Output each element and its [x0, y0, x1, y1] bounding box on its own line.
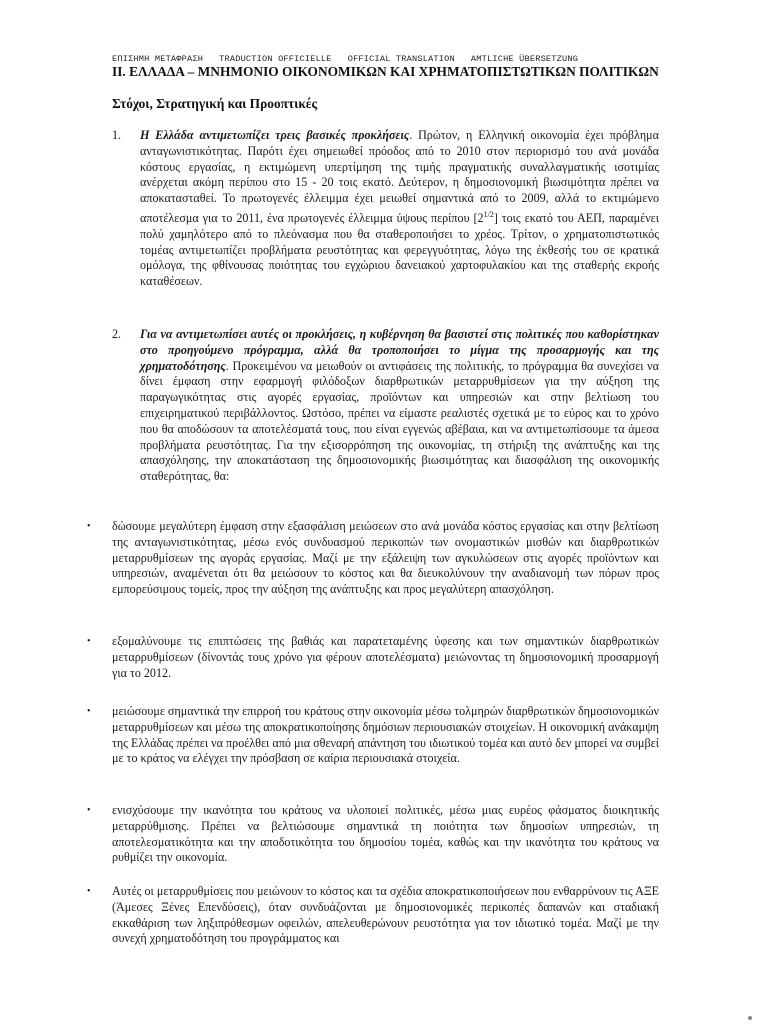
numbered-paragraph-2: [112, 327, 659, 485]
section-heading: Στόχοι, Στρατηγική και Προοπτικές: [112, 96, 318, 111]
translation-stamp: ΕΠΙΣΗΜΗ ΜΕΤΑΦΡΑΣΗ TRADUCTION OFFICIELLE OFFICIAL TRANSLATION AMTLICHE ÜBERSETZUNG: [112, 54, 579, 64]
bullet-item: [87, 884, 659, 947]
paragraph-body: . Πρώτον, η Ελληνική οικονομία έχει πρόβλημα ανταγωνιστικότητας. Παρότι έχει σημειωθεί πρόοδος από το 2010 στον περιορισμό του ανά μονάδα κόστους εργασίας, η εκτιμώμενη υπερτίμηση της τιμής πραγματικής συναλλαγματικής ισοτιμίας ανέρχεται ακόμη περίπου στο 15 - 20 τοις εκατό. Δεύτερον, η δημοσιονομική βιωσιμότητα πρέπει να αποκατασταθεί. Το πρωτογενές έλλειμμα έχει μειωθεί σημαντικά από το 2009, αλλά το εκτιμώμενο αποτέλεσμα για το 2011, ένα πρωτογενές έλλειμμα ύψους περίπου [2: [140, 128, 659, 226]
bullet-glyph: •: [87, 521, 91, 532]
bullet-glyph: •: [87, 805, 91, 816]
page-mark: [748, 1016, 752, 1020]
bullet-item: [87, 803, 659, 866]
bullet-glyph: •: [87, 706, 91, 717]
page-title: II. ΕΛΛΑΔΑ – ΜΝΗΜΟΝΙΟ ΟΙΚΟΝΟΜΙΚΩΝ ΚΑΙ ΧΡΗΜΑΤΟΠΙΣΤΩΤΙΚΩΝ ΠΟΛΙΤΙΚΩΝ: [112, 64, 659, 79]
paragraph-body: . Προκειμένου να μειωθούν οι αντιφάσεις της πολιτικής, το πρόγραμμα θα συνεχίσει να δίνει έμφαση στην εφαρμογή φιλόδοξων διαρθρωτικών μεταρρυθμίσεων για την αύξηση της παραγωγικότητας στις αγορές εργασίας, προϊόντων και υπηρεσιών και στην βελτίωση του επιχειρηματικού περιβάλλοντος. Ωστόσο, πρέπει να είμαστε ρεαλιστές σχετικά με το εύρος και το χρόνο που θα αποδώσουν τα αποτελέσματά τους, που είναι εγγενώς αβέβαια, και να αντιμετωπίσουμε τα άμεσα προβλήματα ρευστότητας. Για την εξισορρόπηση της οικονομίας, τη στήριξη της ανάπτυξης και της απασχόλησης, την αποκατάσταση της δημοσιονομικής βιωσιμότητας και διασφάλιση της οικονομικής σταθερότητας, θα:: [140, 358, 659, 484]
bullet-item: [87, 634, 659, 681]
bullet-item: [87, 519, 659, 598]
bullet-glyph: •: [87, 886, 91, 897]
paragraph-number: 2.: [112, 327, 122, 341]
bullet-text: δώσουμε μεγαλύτερη έμφαση στην εξασφάλιση μειώσεων στο ανά μονάδα κόστος εργασίας και στην βελτίωση της ανταγωνιστικότητας, μέσω ενός συνδυασμού περικοπών των ονομαστικών μισθών και διαρθρωτικών μεταρρυθμίσεων της αγοράς εργασίας. Μαζί με την εξάλειψη των αγκυλώσεων στις αγορές προϊόντων και υπηρεσιών, αναμένεται ότι θα μειώσουν το κόστος και θα διευκολύνουν την αναδιανομή των πόρων προς εμπορεύσιμους τομείς, προς την αύξηση της ανάπτυξης και προς μεγαλύτερη απασχόληση.: [112, 519, 659, 597]
paragraph-number: 1.: [112, 128, 122, 142]
bullet-text: ενισχύσουμε την ικανότητα του κράτους να υλοποιεί πολιτικές, μέσω μιας ευρέος φάσματος διοικητικής μεταρρύθμισης. Πρέπει να βελτιώσουμε σημαντικά τη ποιότητα των δημοσίων υπηρεσιών, τη αποτελεσματικότητα και την αποδοτικότητα του δημοσίου τομέα, καθώς και την ικανότητα του κράτους να ρυθμίζει την οικονομία.: [112, 803, 659, 865]
bullet-text: μειώσουμε σημαντικά την επιρροή του κράτους στην οικονομία μέσω τολμηρών διαρθρωτικών δημοσιονομικών μεταρρυθμίσεων και μέσω της αποκρατικοποίησης δημόσιων περιουσιακών στοιχείων. Η οικονομική ανάκαμψη της Ελλάδας πρέπει να προέλθει από μια σθεναρή απάντηση του ιδιωτικού τομέα και αυτό δεν μπορεί να συμβεί με το κράτος να ελέγχει την πρόσβαση σε καίρια περιουσιακά στοιχεία.: [112, 704, 659, 766]
bullet-text: Αυτές οι μεταρρυθμίσεις που μειώνουν το κόστος και τα σχέδια αποκρατικοποιήσεων που ενθαρρύνουν τις ΑΞΕ (Άμεσες Ξένες Επενδύσεις), όταν συνδυάζονται με δημοσιονομικές περικοπές δαπανών και σταδιακή εκκαθάριση των ληξιπρόθεσμων οφειλών, απελευθερώνουν ρευστότητα για τον ιδιωτικό τομέα. Μαζί με την συνεχή χρηματοδότηση του προγράμματος και: [112, 884, 659, 946]
numbered-paragraph-1: [112, 128, 659, 290]
bullet-text: εξομαλύνουμε τις επιπτώσεις της βαθιάς και παρατεταμένης ύφεσης και των σημαντικών διαρθρωτικών μεταρρυθμίσεων (δίνοντάς τους χρόνο για φέρουν αποτελέσματα) μειώνοντας τη δημοσιονομική προσαρμογή για το 2012.: [112, 634, 659, 680]
fraction-superscript: 1/2: [483, 209, 494, 219]
paragraph-lead: Για να αντιμετωπίσει αυτές οι προκλήσεις, η κυβέρνηση θα βασιστεί στις πολιτικές που καθορίστηκαν στο προηγούμενο πρόγραμμα, αλλά θα τροποποιήσει το μίγμα της προσαρμογής και της χρηματοδότησης: [140, 327, 659, 373]
paragraph-body-cont: ] τοις εκατό του ΑΕΠ, παραμένει πολύ χαμηλότερο από το πλεόνασμα που θα σταθεροποιήσει το χρέος. Τρίτον, ο χρηματοπιστωτικός τομέας αντιμετωπίζει προβλήματα ρευστότητας και φερεγγυότητας, λόγω της έκθεσής του σε κρατικά ομόλογα, της φθίνουσας ποιότητας του εγχώριου δανειακού χαρτοφυλακίου και της σταθερής εκροής καταθέσεων.: [140, 211, 659, 289]
paragraph-lead: Η Ελλάδα αντιμετωπίζει τρεις βασικές προκλήσεις: [140, 128, 410, 142]
bullet-glyph: •: [87, 636, 91, 647]
bullet-item: [87, 704, 659, 767]
